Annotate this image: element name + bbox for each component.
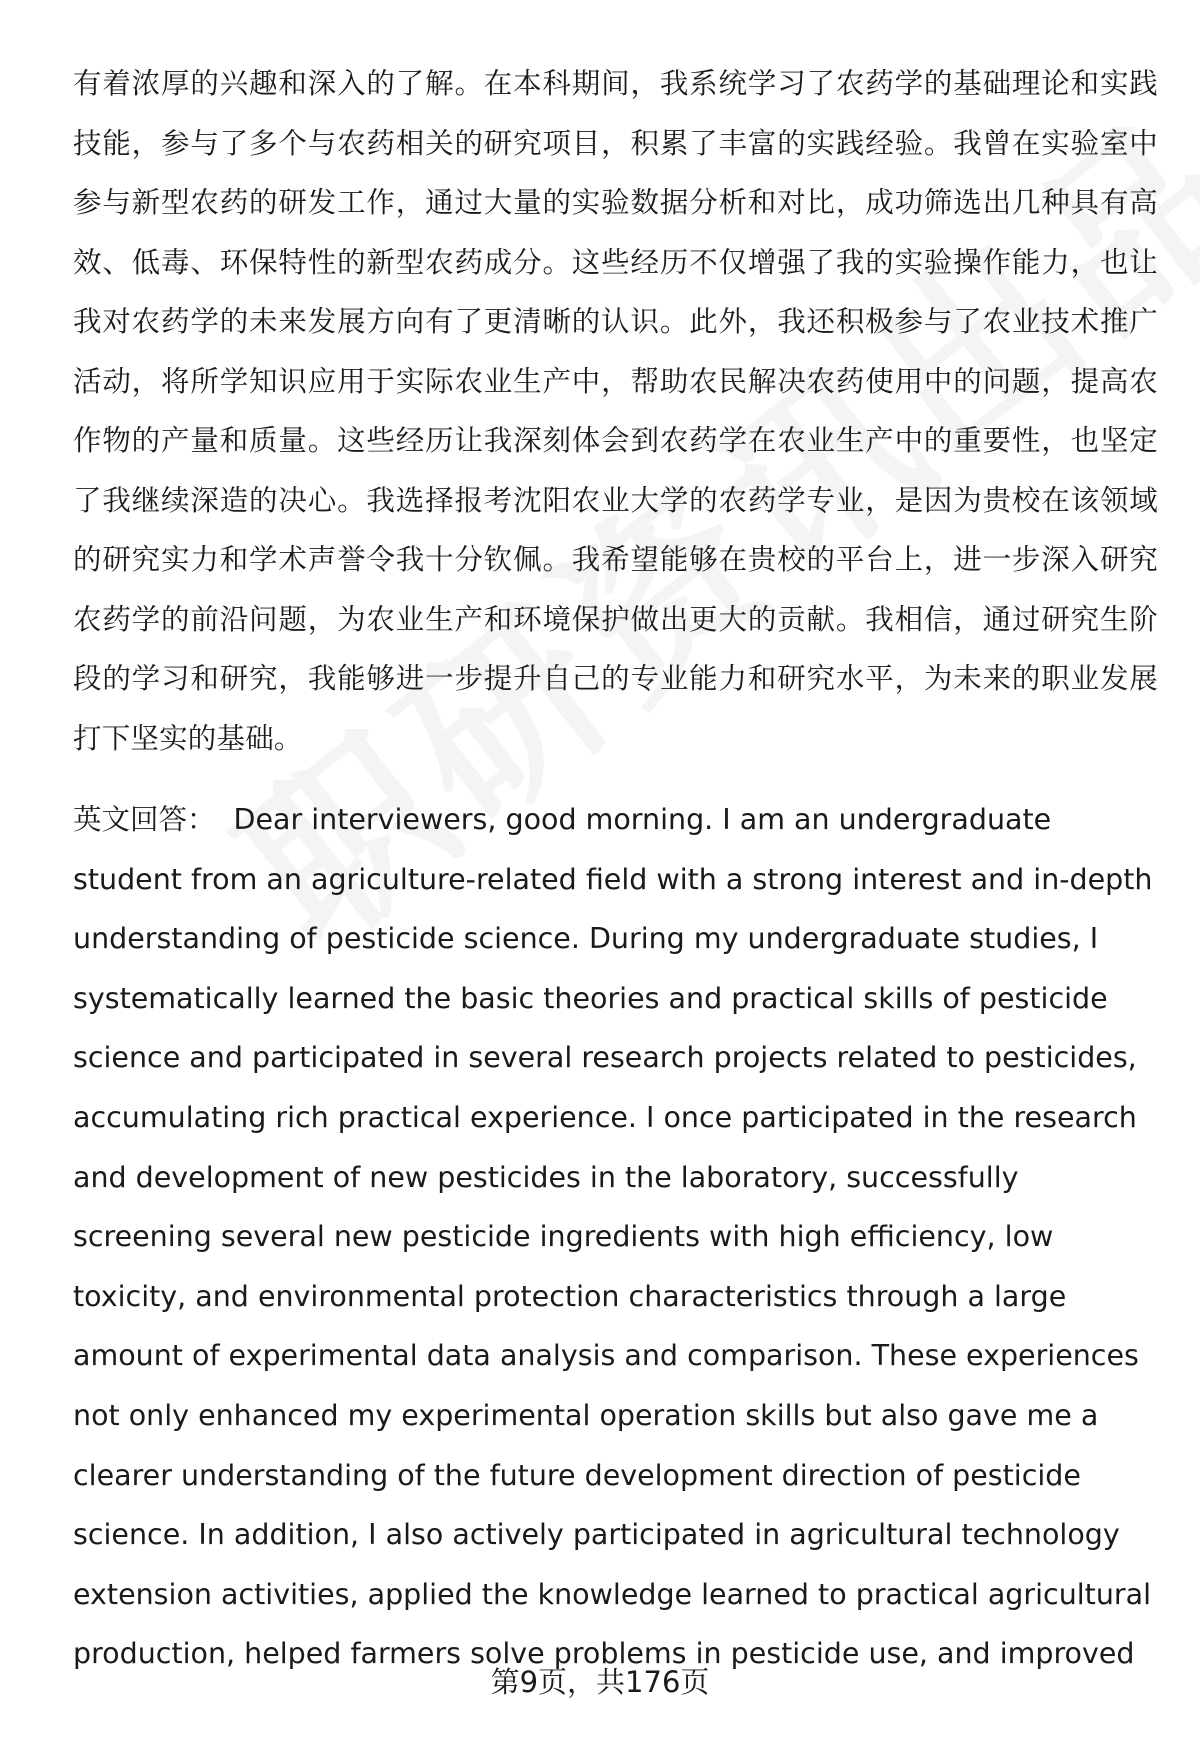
chinese-answer-paragraph: 有着浓厚的兴趣和深入的了解。在本科期间，我系统学习了农药学的基础理论和实践技能，参与了多个与农药相关的研究项目，积累了丰富的实践经验。我曾在实验室中参与新型农药的研发工作，通过大量的实验数据分析和对比，成功筛选出几种具有高效、低毒、环保特性的新型农药成分。这些经历不仅增强了我的实验操作能力，也让我对农药学的未来发展方向有了更清晰的认识。此外，我还积极参与了农业技术推广活动，将所学知识应用于实际农业生产中，帮助农民解决农药使用中的问题，提高农作物的产量和质量。这些经历让我深刻体会到农药学在农业生产中的重要性，也坚定了我继续深造的决心。我选择报考沈阳农业大学的农药学专业，是因为贵校在该领域的研究实力和学术声誉令我十分钦佩。我希望能够在贵校的平台上，进一步深入研究农药学的前沿问题，为农业生产和环境保护做出更大的贡献。我相信，通过研究生阶段的学习和研究，我能够进一步提升自己的专业能力和研究水平，为未来的职业发展打下坚实的基础。 — [73, 67, 1158, 755]
page-content — [73, 54, 1158, 1684]
page-number-footer: 第9页，共176页 — [490, 1665, 710, 1699]
english-answer-paragraph — [73, 790, 1158, 1684]
english-answer-text: Dear interviewers, good morning. I am an undergraduate student from an agriculture-related field with a strong interest and in-depth understanding of pesticide science. During my undergraduate studies, I systematically learned the basic theories and practical skills of pesticide science and participated in several research projects related to pesticides, accumulating rich practical experience. I once participated in the research and development of new pesticides in the laboratory, successfully screening several new pesticide ingredients with high efficiency, low toxicity, and environmental protection characteristics through a large amount of experimental data analysis and comparison. These experiences not only enhanced my experimental operation skills but also gave me a clearer understanding of the future development direction of pesticide science. In addition, I also actively participated in agricultural technology extension activities, applied the knowledge learned to practical agricultural production, helped farmers solve problems in pesticide use, and improved — [73, 803, 1153, 1671]
english-answer-label: 英文回答： — [73, 803, 216, 836]
